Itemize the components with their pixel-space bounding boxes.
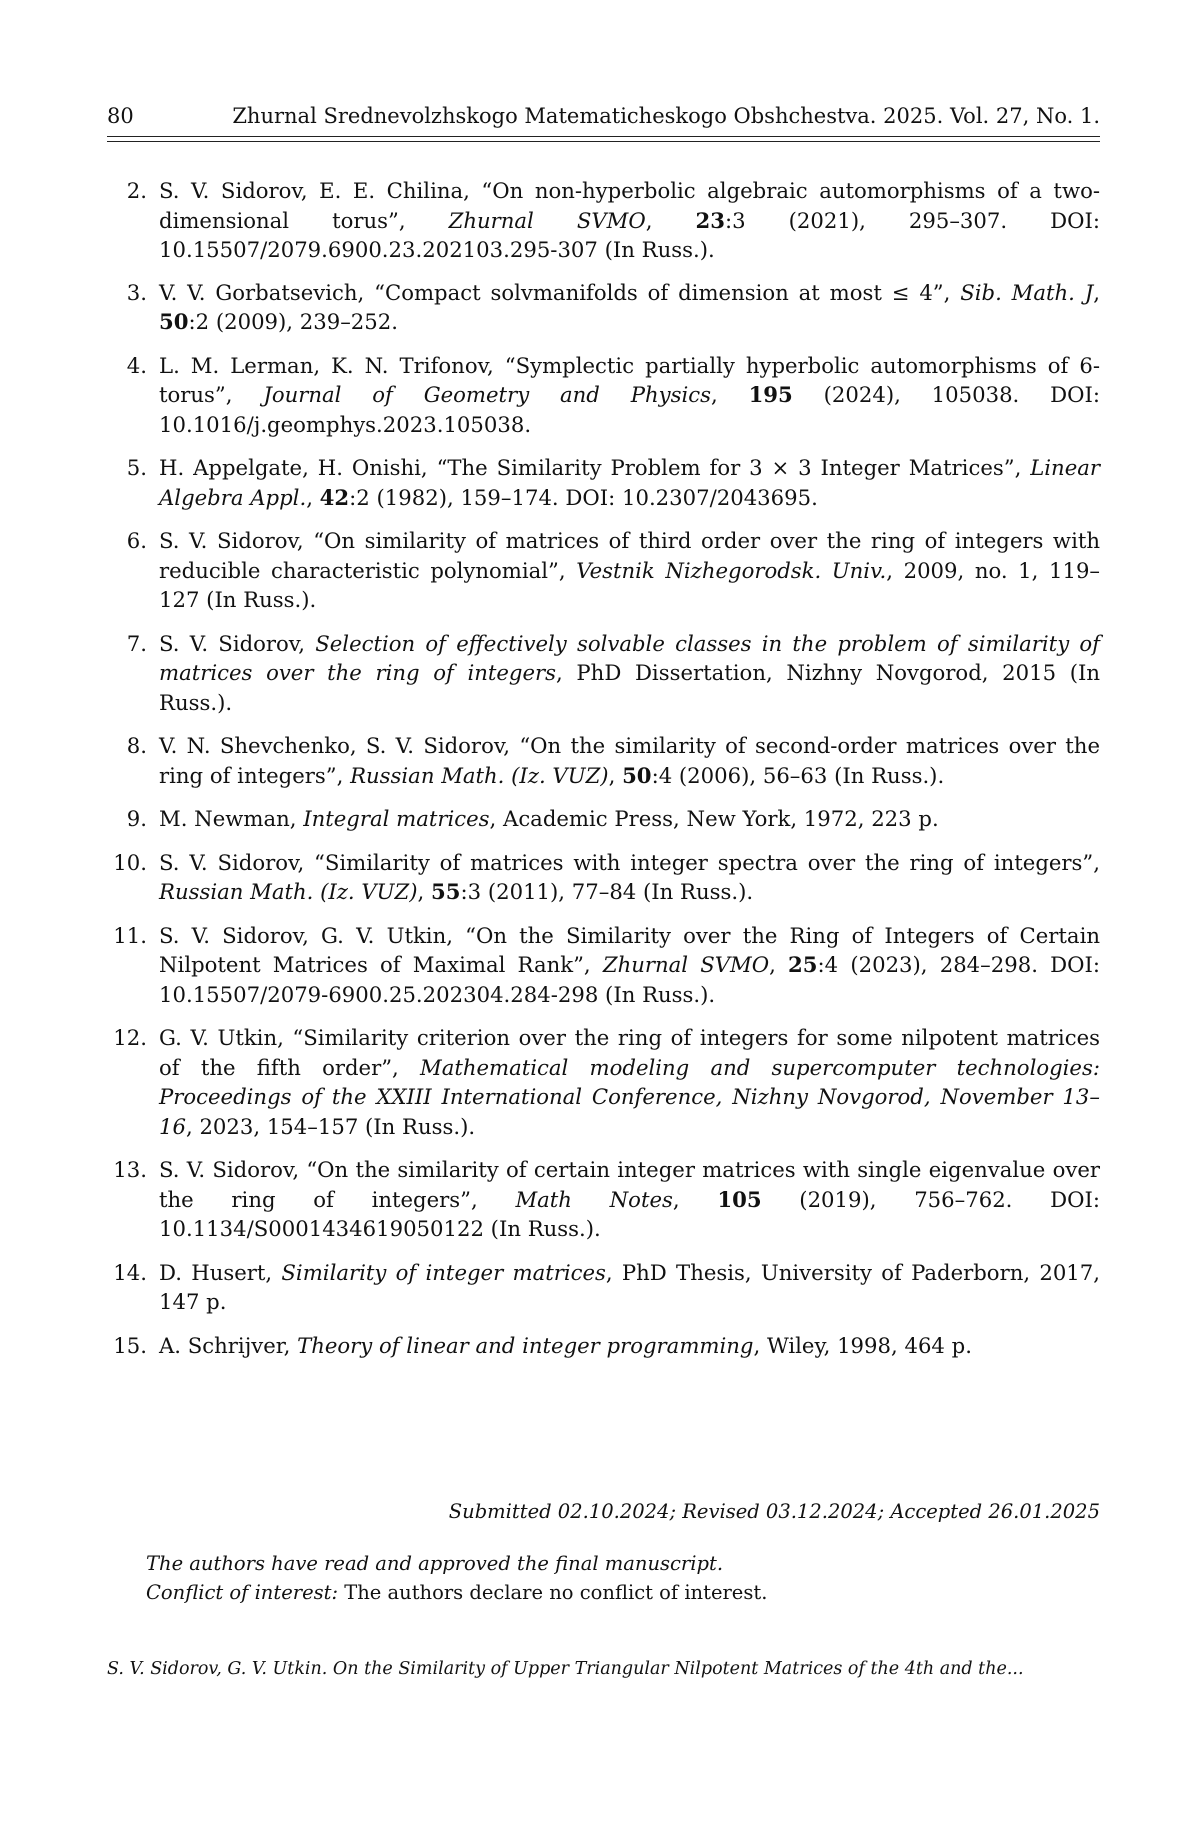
reference-text: [159, 921, 1100, 1010]
approval-note: The authors have read and approved the final manuscript.: [146, 1552, 724, 1575]
reference-item: [107, 278, 1100, 337]
reference-item: [107, 1023, 1100, 1141]
reference-source: Russian Math. (Iz. VUZ): [350, 762, 609, 788]
reference-volume: 55: [431, 879, 461, 904]
reference-part: :2 (2009), 239–252.: [188, 309, 398, 334]
reference-item: [107, 1258, 1100, 1317]
running-footer: S. V. Sidorov, G. V. Utkin. On the Similarity of Upper Triangular Nilpotent Matrices of the 4th and the...: [107, 1659, 1024, 1679]
reference-source: Zhurnal SVMO: [602, 952, 770, 977]
reference-text: [159, 1023, 1100, 1141]
reference-source: Similarity of integer matrices: [281, 1259, 606, 1285]
reference-part: M. Newman,: [159, 806, 304, 831]
reference-item: [107, 731, 1100, 790]
reference-part: , 2023, 154–157 (In Russ.).: [185, 1113, 476, 1139]
reference-part: ,: [645, 207, 696, 233]
reference-part: D. Husert,: [159, 1259, 282, 1285]
reference-text: [159, 176, 1100, 265]
reference-volume: 105: [717, 1186, 762, 1212]
reference-item: [107, 804, 1100, 834]
reference-source: Integral matrices: [303, 806, 490, 831]
reference-part: ,: [306, 484, 320, 510]
reference-text: [159, 1331, 1100, 1361]
reference-text: [159, 351, 1100, 440]
reference-part: L. M. Lerman, K. N. Trifonov, “Symplectic partially hyperbolic automorphisms of 6-torus”,: [159, 352, 1100, 407]
reference-number: 6.: [126, 528, 147, 553]
reference-part: (2019), 756–762. DOI: 10.1134/S0001434619050122 (In Russ.).: [159, 1186, 1100, 1241]
reference-part: :4 (2006), 56–63 (In Russ.).: [651, 762, 945, 788]
journal-title: Zhurnal Srednevolzhskogo Matematicheskogo Obshchestva. 2025. Vol. 27, No. 1.: [232, 104, 1100, 128]
reference-part: , Wiley, 1998, 464 p.: [753, 1332, 972, 1358]
reference-item: [107, 629, 1100, 718]
reference-text: [159, 453, 1100, 512]
reference-text: [159, 848, 1100, 907]
reference-source: Journal of Geometry and Physics: [263, 382, 711, 407]
reference-number: 8.: [126, 733, 147, 758]
reference-part: , Academic Press, New York, 1972, 223 p.: [489, 806, 939, 831]
reference-part: ,: [710, 382, 749, 407]
reference-source: Vestnik Nizhegorodsk. Univ.: [576, 557, 887, 583]
reference-number: 4.: [126, 352, 147, 378]
reference-text: [159, 278, 1100, 337]
reference-source: Math Notes: [515, 1186, 673, 1212]
reference-part: S. V. Sidorov, “Similarity of matrices with integer spectra over the ring of integers”,: [159, 849, 1100, 875]
reference-part: S. V. Sidorov, “On similarity of matrices of third order over the ring of integers with reducible characteristic polynomial”,: [159, 528, 1100, 583]
reference-number: 14.: [113, 1259, 147, 1285]
reference-number: 7.: [126, 630, 147, 656]
reference-number: 5.: [126, 455, 147, 480]
reference-part: V. V. Gorbatsevich, “Compact solvmanifolds of dimension at most ≤ 4”,: [159, 279, 961, 305]
reference-source: Selection of effectively solvable classes in the problem of similarity of matrices over the ring of integers: [159, 630, 1100, 685]
reference-volume: 42: [319, 484, 350, 510]
reference-number: 10.: [113, 849, 147, 875]
reference-part: ,: [672, 1186, 718, 1212]
reference-part: (2024), 105038. DOI: 10.1016/j.geomphys.2023.105038.: [159, 382, 1101, 437]
conflict-of-interest: [146, 1581, 767, 1604]
reference-part: S. V. Sidorov,: [159, 630, 316, 656]
reference-part: A. Schrijver,: [159, 1332, 298, 1358]
reference-text: [159, 526, 1100, 615]
reference-item: [107, 848, 1100, 907]
reference-list: [107, 176, 1100, 1360]
reference-number: 2.: [126, 178, 147, 203]
reference-volume: 195: [748, 382, 793, 407]
reference-part: ,: [1093, 279, 1100, 305]
reference-part: H. Appelgate, H. Onishi, “The Similarity Problem for 3 × 3 Integer Matrices”,: [159, 455, 1031, 480]
reference-part: S. V. Sidorov, E. E. Chilina, “On non-hyperbolic algebraic automorphisms of a two-dimensional torus”,: [159, 178, 1100, 233]
reference-number: 12.: [113, 1025, 147, 1050]
reference-part: ,: [417, 879, 431, 904]
reference-item: [107, 176, 1100, 265]
reference-item: [107, 351, 1100, 440]
reference-item: [107, 453, 1100, 512]
reference-part: , PhD Dissertation, Nizhny Novgorod, 2015 (In Russ.).: [159, 660, 1100, 715]
page-number: 80: [107, 104, 134, 128]
reference-number: 13.: [113, 1157, 147, 1182]
reference-part: S. V. Sidorov, “On the similarity of certain integer matrices with single eigenvalue over the ring of integers”,: [159, 1157, 1100, 1212]
submission-dates: Submitted 02.10.2024; Revised 03.12.2024; Accepted 26.01.2025: [448, 1500, 1100, 1523]
reference-volume: 50: [159, 309, 189, 334]
reference-volume: 50: [622, 762, 652, 788]
reference-item: [107, 1331, 1100, 1361]
reference-part: , 2009, no. 1, 119–127 (In Russ.).: [159, 557, 1101, 612]
reference-source: Mathematical modeling and supercomputer technologies: Proceedings of the XXIII International Conference, Nizhny Novgorod, November 13–16: [159, 1054, 1100, 1139]
reference-number: 9.: [126, 806, 147, 831]
reference-part: :3 (2011), 77–84 (In Russ.).: [460, 879, 754, 904]
conflict-text: The authors declare no conflict of interest.: [338, 1581, 768, 1604]
reference-text: [159, 629, 1100, 718]
reference-source: Linear Algebra Appl.: [159, 455, 1100, 510]
reference-text: [159, 804, 1100, 834]
reference-source: Theory of linear and integer programming: [297, 1332, 754, 1358]
reference-number: 15.: [113, 1332, 147, 1358]
reference-part: :3 (2021), 295–307. DOI: 10.15507/2079.6900.23.202103.295-307 (In Russ.).: [159, 207, 1100, 262]
reference-source: Sib. Math. J: [960, 279, 1094, 305]
running-header: [107, 104, 1100, 128]
reference-part: :2 (1982), 159–174. DOI: 10.2307/2043695.: [349, 484, 818, 510]
reference-volume: 23: [695, 207, 726, 233]
reference-item: [107, 526, 1100, 615]
reference-source: Russian Math. (Iz. VUZ): [159, 879, 418, 904]
reference-number: 3.: [126, 279, 147, 305]
reference-part: :4 (2023), 284–298. DOI: 10.15507/2079-6900.25.202304.284-298 (In Russ.).: [159, 952, 1100, 1007]
reference-item: [107, 1155, 1100, 1244]
reference-part: G. V. Utkin, “Similarity criterion over the ring of integers for some nilpotent matrices of the fifth order”,: [159, 1025, 1100, 1080]
reference-part: ,: [769, 952, 789, 977]
reference-volume: 25: [788, 952, 818, 977]
reference-part: S. V. Sidorov, G. V. Utkin, “On the Similarity over the Ring of Integers of Certain Nilpotent Matrices of Maximal Rank”,: [159, 922, 1100, 977]
reference-text: [159, 731, 1100, 790]
reference-number: 11.: [113, 922, 147, 948]
conflict-label: Conflict of interest:: [146, 1581, 339, 1604]
reference-item: [107, 921, 1100, 1010]
reference-part: , PhD Thesis, University of Paderborn, 2017, 147 p.: [159, 1259, 1100, 1314]
reference-part: ,: [608, 762, 623, 788]
header-rule-top: [107, 136, 1100, 137]
reference-source: Zhurnal SVMO: [448, 207, 646, 233]
header-rule-bottom: [107, 141, 1100, 142]
reference-text: [159, 1155, 1100, 1244]
reference-text: [159, 1258, 1100, 1317]
reference-part: V. N. Shevchenko, S. V. Sidorov, “On the similarity of second-order matrices over the ring of integers”,: [159, 733, 1100, 788]
